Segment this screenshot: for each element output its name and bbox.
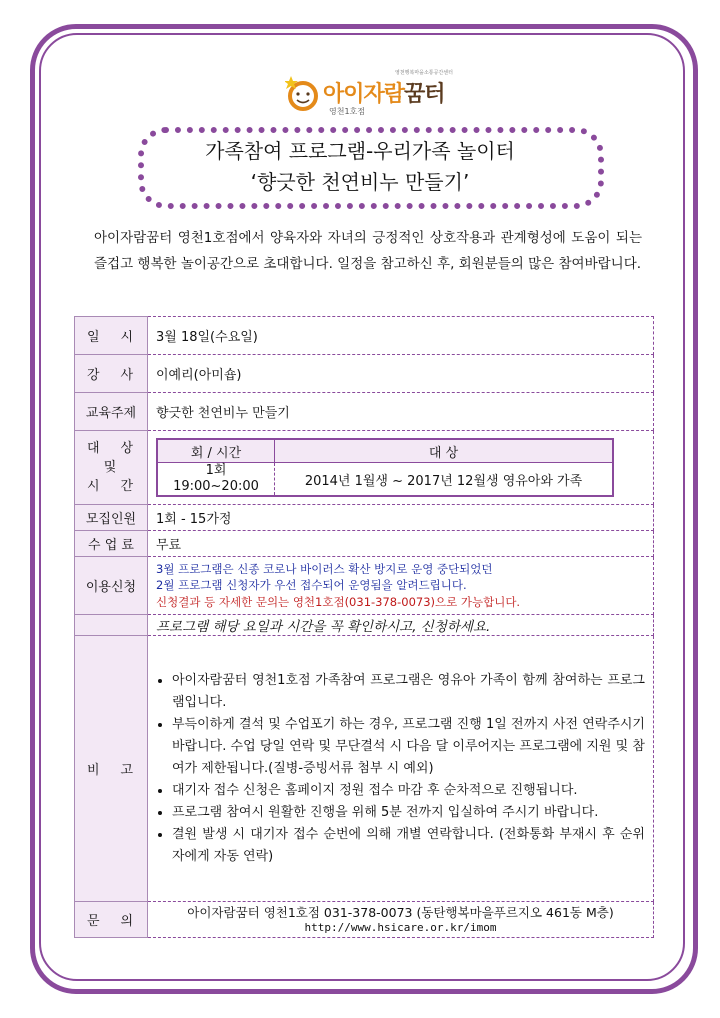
topic-label: 교육주제 <box>75 393 148 431</box>
topic-value: 향긋한 천연비누 만들기 <box>148 393 654 431</box>
row-topic <box>75 393 654 431</box>
row-date: 일 시 3월 18일(수요일) <box>75 317 654 355</box>
contact-info: 아이자람꿈터 영천1호점 031-378-0073 (동탄행복마을푸르지오 461동 M층) <box>187 904 614 920</box>
schedule-subtable <box>156 438 614 497</box>
row-apply-notice <box>75 615 654 636</box>
apply-notice-blue-2: 2월 프로그램 신청자가 우선 접수되어 운영됨을 알려드립니다. <box>156 577 467 592</box>
col-audience: 대 상 <box>275 439 614 463</box>
row-target: 대 상 및 시 간 회 / 시간 대 상 1회 19:00~20:00 2014년 1월생 ~ 2017년 12월생 영유아와 가족 <box>75 431 654 505</box>
apply-notice-red: 신청결과 등 자세한 문의는 영천1호점(031-378-0073)으로 가능합니다. <box>156 594 521 609</box>
capacity-value: 1회 - 15가정 <box>148 505 654 531</box>
col-session-time: 회 / 시간 <box>157 439 275 463</box>
logo-branch: 영천1호점 <box>329 107 366 116</box>
apply-label: 이용신청 <box>75 557 148 615</box>
note-item: • 아이자람꿈터 영천1호점 가족참여 프로그램은 영유아 가족이 함께 참여하는 프로그램입니다. <box>172 670 645 714</box>
note-item: • 부득이하게 결석 및 수업포기 하는 경우, 프로그램 진행 1일 전까지 사전 연락주시기 바랍니다. 수업 당일 연락 및 무단결석 시 다음 달 이루어지는 프로그램에 지원 및 참여가 제한됩니다.(질병-증빙서류 첨부 시 예외) <box>172 714 645 780</box>
row-contact: 문 의 아이자람꿈터 영천1호점 031-378-0073 (동탄행복마을푸르지오 461동 M층) http://www.hsicare.or.kr/imom <box>75 902 654 938</box>
audience-value: 2014년 1월생 ~ 2017년 12월생 영유아와 가족 <box>275 463 614 497</box>
logo-tagline: 영천행복마을소통공간센터 <box>395 70 453 76</box>
title-line2: ‘향긋한 천연비누 만들기’ <box>250 170 470 194</box>
row-instructor: 강 사 이예리(아미숍) <box>75 355 654 393</box>
instructor-value: 이예리(아미숍) <box>148 355 654 393</box>
note-item: • 대기자 접수 신청은 홈페이지 정원 접수 마감 후 순차적으로 진행됩니다. <box>172 780 645 802</box>
row-apply <box>75 557 654 615</box>
note-item: • 결원 발생 시 대기자 접수 순번에 의해 개별 연락합니다. (전화통화 부재시 후 순위자에게 자동 연락) <box>172 824 645 868</box>
intro-paragraph: 아이자람꿈터 영천1호점에서 양육자와 자녀의 긍정적인 상호작용과 관계형성에 도움이 되는 즐겁고 행복한 놀이공간으로 초대합니다. 일정을 참고하신 후, 회원분들의 많은 참여바랍니다. <box>94 230 642 272</box>
logo-face-icon <box>285 74 325 114</box>
fee-value: 무료 <box>148 531 654 557</box>
session-time: 19:00~20:00 <box>173 479 259 494</box>
capacity-label: 모집인원 <box>75 505 148 531</box>
contact-url-link[interactable]: http://www.hsicare.or.kr/imom <box>304 920 497 934</box>
logo <box>285 66 465 120</box>
apply-notice-blue-1: 3월 프로그램은 신종 코로나 바이러스 확산 방지로 운영 중단되었던 <box>156 561 493 576</box>
row-notes: 비 고 • 아이자람꿈터 영천1호점 가족참여 프로그램은 영유아 가족이 함께 참여하는 프로그램입니다. • 부득이하게 결석 및 수업포기 하는 경우, 프로그램 진행 1일 전까지 사전 연락주시기 바랍니다. 수업 당일 연락 및 무단결석 시 다음 달 이루어지는 프로그램에 지원 및 참여가 제한됩니다.(질병-증빙서류 첨부 시 예외) • 대기자 접수 신청은 홈페이지 정원 접수 마감 후 순차적으로 진행됩니다. • 프로그램 참여시 원활한 진행을 위해 5분 전까지 입실하여 주시기 바랍니다. • 결원 발생 시 대기자 접수 순번에 의해 개별 연락합니다. (전화통화 부재시 후 순위자에게 자동 연락) <box>75 636 654 902</box>
program-info-table <box>74 316 654 938</box>
date-value: 3월 18일(수요일) <box>148 317 654 355</box>
title-line1: 가족참여 프로그램-우리가족 놀이터 <box>205 139 515 163</box>
row-fee <box>75 531 654 557</box>
session-number: 1회 <box>205 463 227 478</box>
note-item: • 프로그램 참여시 원활한 진행을 위해 5분 전까지 입실하여 주시기 바랍니다. <box>172 802 645 824</box>
fee-label: 수 업 료 <box>75 531 148 557</box>
apply-reminder: 프로그램 해당 요일과 시간을 꼭 확인하시고, 신청하세요. <box>148 615 654 636</box>
notes-list <box>156 670 645 868</box>
row-capacity <box>75 505 654 531</box>
logo-text: 아이자람꿈터 <box>323 82 445 107</box>
